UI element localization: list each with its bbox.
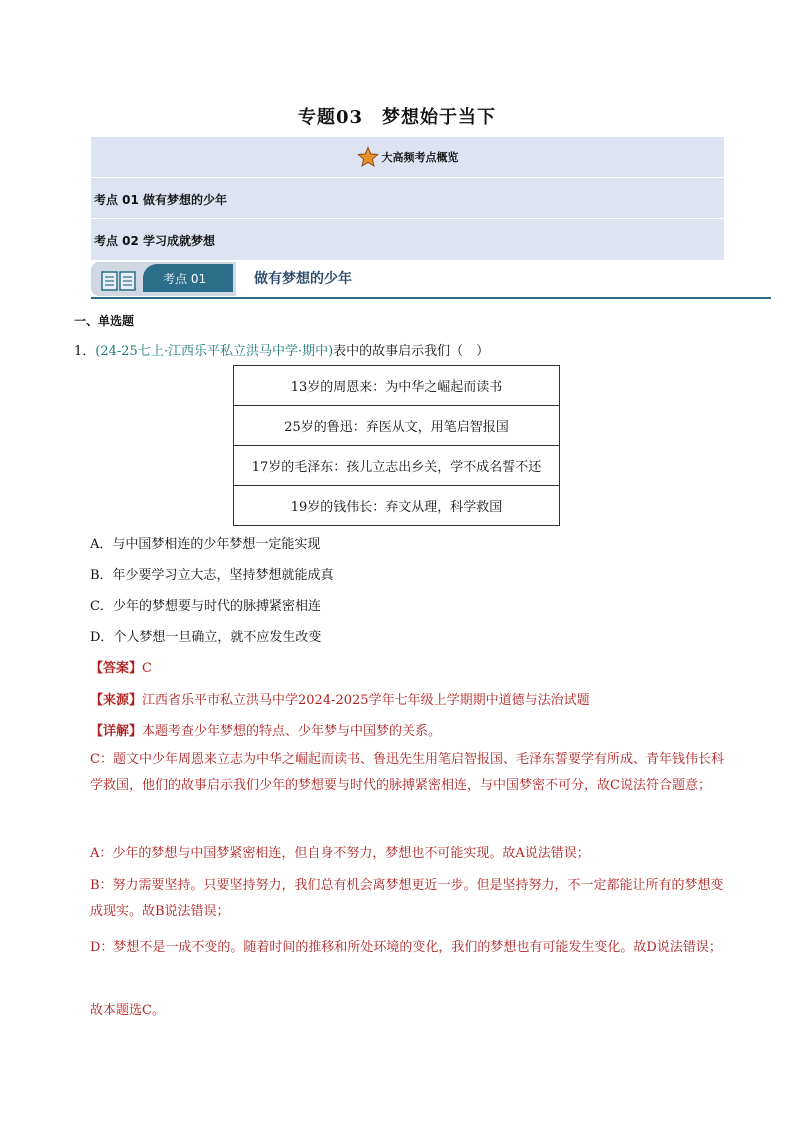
table-row	[234, 486, 560, 526]
page-title: 专题03 梦想始于当下	[297, 107, 497, 128]
explanation-a: A：少年的梦想与中国梦紧密相连，但自身不努力，梦想也不可能实现。故A说法错误；	[90, 846, 590, 861]
overview-item-label: 考点 01 做有梦想的少年	[94, 193, 228, 207]
overview-box	[91, 137, 724, 260]
list-icon	[101, 270, 137, 292]
option-d[interactable]: D．个人梦想一旦确立，就不应发生改变	[90, 630, 322, 645]
question-stem	[74, 340, 489, 359]
option-a[interactable]: A．与中国梦相连的少年梦想一定能实现	[90, 537, 321, 552]
source-text: 江西省乐平市私立洪马中学2024-2025学年七年级上学期期中道德与法治试题	[142, 693, 590, 708]
subsection-heading: 一、单选题	[74, 314, 135, 328]
overview-item[interactable]	[91, 178, 724, 219]
detail-line	[90, 720, 441, 739]
table-cell: 13岁的周恩来：为中华之崛起而读书	[234, 366, 560, 406]
explanation-b: B：努力需要坚持。只要坚持努力，我们总有机会离梦想更近一步。但是坚持努力，不一定都能让所有的梦想变成现实。故B说法错误；	[90, 878, 724, 919]
overview-item[interactable]	[91, 219, 724, 260]
question-text: 表中的故事启示我们（ ）	[333, 344, 490, 359]
overview-header	[91, 137, 724, 178]
answer-line	[90, 657, 152, 676]
table-cell: 17岁的毛泽东：孩儿立志出乡关，学不成名誓不还	[234, 446, 560, 486]
section-divider	[91, 297, 771, 299]
answer-tag: 【答案】	[90, 661, 143, 676]
table-row	[234, 366, 560, 406]
table-row	[234, 406, 560, 446]
explanation-d: D：梦想不是一成不变的。随着时间的推移和所处环境的变化，我们的梦想也有可能发生变化。故D说法错误；	[90, 940, 722, 955]
overview-item-label: 考点 02 学习成就梦想	[94, 234, 216, 248]
story-table	[233, 365, 560, 526]
explanation-conclusion: 故本题选C。	[90, 1003, 165, 1018]
section-tag-label: 考点 01	[163, 272, 207, 286]
question-number: 1．	[74, 344, 96, 359]
section-header	[91, 262, 771, 300]
option-c[interactable]: C．少年的梦想要与时代的脉搏紧密相连	[90, 599, 321, 614]
table-cell: 19岁的钱伟长：弃文从理，科学救国	[234, 486, 560, 526]
section-title: 做有梦想的少年	[254, 271, 352, 287]
option-b[interactable]: B．年少要学习立大志，坚持梦想就能成真	[90, 568, 334, 583]
question-source: (24-25七上·江西乐平私立洪马中学·期中)	[95, 344, 334, 359]
overview-header-label: 大高频考点概览	[381, 151, 459, 164]
table-row	[234, 446, 560, 486]
answer-value: C	[142, 661, 152, 676]
source-line	[90, 689, 590, 708]
table-cell: 25岁的鲁迅：弃医从文，用笔启智报国	[234, 406, 560, 446]
detail-tag: 【详解】	[90, 724, 143, 739]
source-tag: 【来源】	[90, 693, 143, 708]
detail-intro: 本题考查少年梦想的特点、少年梦与中国梦的关系。	[142, 724, 442, 739]
star-icon	[357, 146, 379, 168]
explanation-c: C：题文中少年周恩来立志为中华之崛起而读书、鲁迅先生用笔启智报国、毛泽东誓要学有所成、青年钱伟长科学救国，他们的故事启示我们少年的梦想要与时代的脉搏紧密相连，与中国梦密不可分，故C说法符合题意；	[90, 752, 724, 793]
